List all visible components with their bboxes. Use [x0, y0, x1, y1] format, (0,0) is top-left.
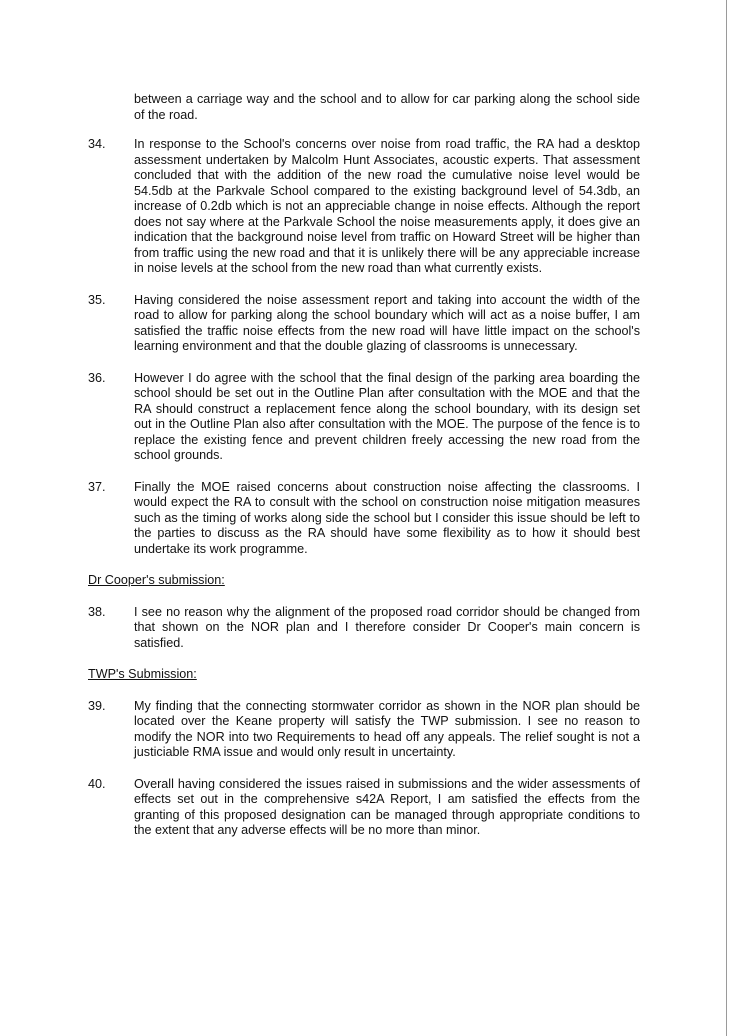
paragraph-35: [88, 293, 640, 355]
paragraph-number: 38.: [88, 604, 106, 619]
paragraph-text: I see no reason why the alignment of the proposed road corridor should be changed from that shown on the NOR plan and I therefore consider Dr Cooper's main concern is satisfied.: [134, 604, 640, 650]
paragraph-text: However I do agree with the school that the final design of the parking area boarding the school should be set out in the Outline Plan after consultation with the MOE and that the RA should construct a replacement fence along the school boundary, with its design set out in the Outline Plan also after consultation with the MOE. The purpose of the fence is to replace the existing fence and prevent children freely accessing the new road from the school grounds.: [134, 370, 640, 462]
paragraph-37: [88, 480, 640, 558]
paragraph-36: [88, 371, 640, 464]
paragraph-number: 39.: [88, 698, 106, 713]
paragraph-40: [88, 777, 640, 839]
paragraph-number: 40.: [88, 776, 106, 791]
document-body: [88, 92, 640, 855]
paragraph-34: [88, 137, 640, 277]
paragraph-text: Finally the MOE raised concerns about construction noise affecting the classrooms. I would expect the RA to consult with the school on construction noise mitigation measures such as the timing of works along side the school but I consider this issue should be left to the parties to discuss as the RA should have some flexibility as to how it should best undertake its work programme.: [134, 479, 640, 556]
paragraph-38: [88, 605, 640, 652]
paragraph-number: 34.: [88, 137, 106, 151]
paragraph-continuation: [88, 92, 640, 123]
section-heading-twp: TWP's Submission:: [88, 667, 197, 681]
paragraph-text: My finding that the connecting stormwater corridor as shown in the NOR plan should be located over the Keane property will satisfy the TWP submission. I see no reason to modify the NOR into two Requirements to head off any appeals. The relief sought is not a justiciable RMA issue and would only result in uncertainty.: [134, 698, 640, 759]
page-edge-line: [726, 0, 727, 1036]
paragraph-39: [88, 699, 640, 761]
paragraph-text: between a carriage way and the school and to allow for car parking along the school side of the road.: [134, 92, 640, 122]
paragraph-text: In response to the School's concerns over noise from road traffic, the RA had a desktop assessment undertaken by Malcolm Hunt Associates, acoustic experts. That assessment concluded that with the addition of the new road the cumulative noise level would be 54.5db at the Parkvale School compared to the existing background level of 54.3db, an increase of 0.2db which is not an appreciable change in noise effects. Although the report does not say where at the Parkvale School the noise measurements apply, it does give an indication that the background noise level from traffic on Howard Street will be higher than from traffic using the new road and that it is unlikely there will be any appreciable increase in noise levels at the school from the new road than what currently exists.: [134, 137, 640, 275]
section-heading-cooper: Dr Cooper's submission:: [88, 573, 225, 587]
paragraph-text: Having considered the noise assessment report and taking into account the width of the road to allow for parking along the school boundary which will act as a noise buffer, I am satisfied the traffic noise effects from the new road will have little impact on the school's learning environment and that the double glazing of classrooms is unnecessary.: [134, 292, 640, 353]
paragraph-number: 35.: [88, 292, 106, 307]
paragraph-number: 37.: [88, 479, 106, 494]
paragraph-text: Overall having considered the issues raised in submissions and the wider assessments of effects set out in the comprehensive s42A Report, I am satisfied the effects from the granting of this proposed designation can be managed through appropriate conditions to the extent that any adverse effects will be no more than minor.: [134, 776, 640, 837]
paragraph-number: 36.: [88, 370, 106, 385]
